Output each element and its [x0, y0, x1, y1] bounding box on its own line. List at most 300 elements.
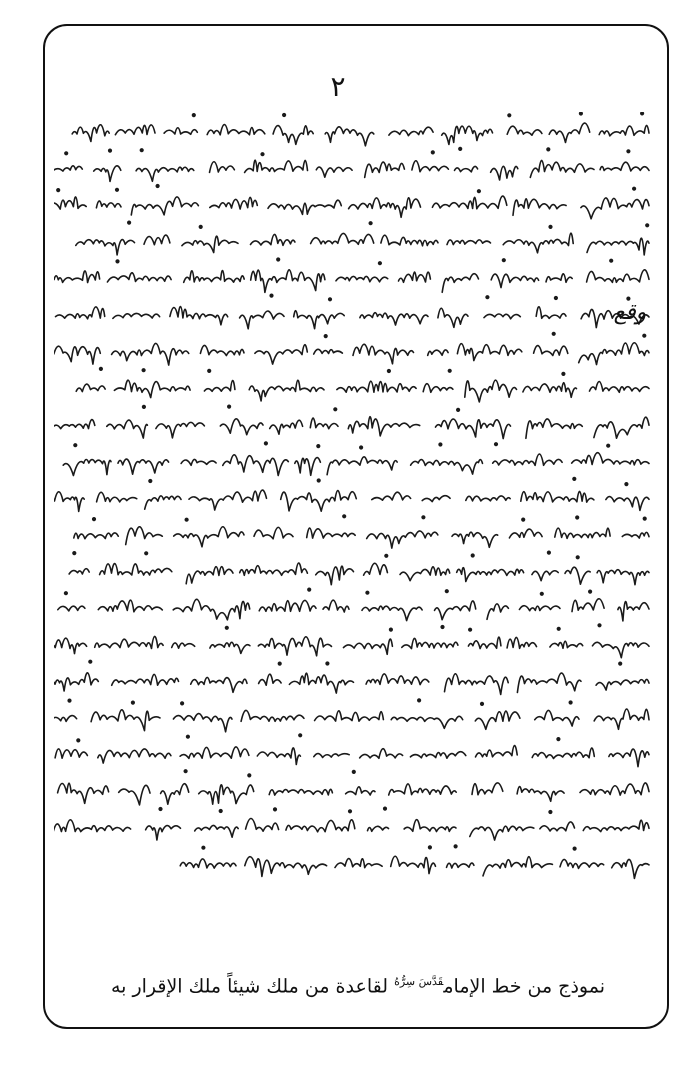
handwritten-dot	[65, 592, 68, 595]
handwritten-word	[435, 601, 476, 620]
handwritten-word	[503, 233, 573, 253]
handwritten-word	[360, 313, 428, 325]
handwritten-dot	[317, 479, 320, 482]
margin-note: وقع	[613, 300, 647, 325]
handwritten-word	[526, 419, 582, 438]
manuscript-line	[74, 515, 649, 548]
handwritten-dot	[360, 446, 363, 449]
handwritten-dot	[145, 552, 148, 555]
handwritten-word	[54, 197, 86, 209]
handwritten-word	[307, 528, 356, 538]
handwritten-dot	[116, 260, 119, 263]
caption	[60, 975, 605, 997]
handwritten-dot	[422, 516, 425, 519]
handwritten-dot	[128, 221, 131, 224]
handwritten-word	[428, 350, 448, 355]
handwritten-word	[534, 346, 568, 356]
handwritten-word	[483, 857, 552, 876]
handwritten-word	[314, 754, 349, 758]
handwritten-dot	[109, 149, 112, 152]
handwritten-dot	[77, 739, 80, 742]
handwritten-dot	[548, 551, 551, 554]
handwritten-word	[389, 784, 457, 795]
handwritten-word	[161, 784, 189, 804]
handwritten-word	[565, 567, 590, 584]
handwritten-word	[269, 789, 332, 795]
handwritten-dot	[261, 153, 264, 156]
handwritten-word	[336, 276, 388, 281]
handwritten-word	[113, 313, 160, 318]
handwritten-word	[509, 529, 542, 538]
handwritten-word	[195, 825, 239, 837]
handwritten-word	[389, 127, 433, 136]
manuscript-line	[54, 148, 649, 182]
handwritten-word	[199, 785, 254, 804]
handwritten-word	[367, 531, 438, 548]
handwritten-word	[259, 600, 316, 611]
handwritten-word	[493, 454, 562, 465]
handwritten-word	[107, 273, 171, 282]
handwritten-dot	[156, 185, 159, 188]
handwritten-word	[180, 747, 249, 758]
handwritten-word	[204, 381, 235, 392]
handwritten-word	[146, 826, 181, 840]
handwritten-word	[353, 344, 414, 364]
handwritten-dot	[349, 810, 352, 813]
handwritten-dot	[469, 628, 472, 631]
manuscript-line	[54, 807, 649, 840]
handwritten-word	[521, 491, 594, 502]
handwritten-dot	[454, 845, 457, 848]
manuscript-line	[58, 770, 649, 805]
handwritten-dot	[457, 409, 460, 412]
handwritten-dot	[557, 628, 560, 631]
handwritten-word	[546, 274, 572, 282]
handwritten-word	[76, 384, 105, 392]
handwritten-word	[94, 166, 121, 182]
handwritten-word	[74, 533, 119, 539]
handwritten-dot	[589, 590, 592, 593]
handwritten-word	[316, 566, 354, 585]
handwritten-word	[254, 527, 293, 538]
handwritten-word	[600, 162, 649, 171]
handwritten-word	[422, 496, 450, 502]
handwritten-word	[58, 606, 85, 611]
handwritten-dot	[187, 735, 190, 738]
handwritten-word	[316, 167, 352, 177]
page-number: ٢	[330, 70, 346, 103]
handwritten-word	[327, 457, 397, 475]
handwritten-word	[96, 201, 121, 208]
handwritten-word	[294, 311, 345, 329]
handwritten-dot	[142, 369, 145, 372]
handwritten-word	[368, 826, 389, 831]
handwritten-word	[412, 161, 449, 172]
handwritten-word	[362, 606, 422, 620]
handwritten-word	[54, 346, 100, 364]
manuscript-line	[54, 660, 649, 694]
handwritten-word	[246, 818, 279, 831]
handwritten-word	[472, 783, 503, 795]
handwritten-word	[530, 160, 594, 177]
handwritten-word	[391, 716, 463, 728]
handwritten-dot	[140, 149, 143, 152]
handwritten-word	[452, 532, 498, 547]
handwritten-word	[289, 673, 353, 693]
handwritten-word	[63, 459, 111, 475]
handwritten-dot	[646, 224, 649, 227]
handwritten-dot	[116, 189, 119, 192]
handwritten-word	[184, 271, 245, 283]
handwritten-dot	[219, 810, 222, 813]
handwritten-dot	[643, 517, 646, 520]
manuscript-image	[54, 112, 664, 892]
handwritten-word	[241, 710, 304, 721]
caption-text-after: لقاعدة من ملك شيئاً ملك الإقرار به	[110, 975, 389, 998]
manuscript-line	[54, 258, 649, 292]
handwritten-dot	[366, 591, 369, 594]
handwritten-word	[606, 497, 649, 511]
handwritten-dot	[573, 847, 576, 850]
handwritten-word	[360, 749, 403, 759]
handwritten-word	[259, 674, 282, 685]
handwritten-word	[517, 673, 581, 692]
handwritten-word	[580, 783, 649, 795]
handwritten-dot	[143, 406, 146, 409]
handwritten-word	[465, 380, 517, 402]
handwritten-dot	[369, 222, 372, 225]
handwritten-word	[581, 198, 649, 219]
handwritten-word	[593, 642, 650, 657]
handwritten-word	[349, 198, 421, 218]
handwritten-word	[447, 240, 491, 245]
caption-text-before: نموذج من خط الإمام	[443, 975, 605, 998]
handwritten-word	[622, 532, 649, 538]
handwritten-word	[251, 270, 325, 293]
handwritten-word	[587, 270, 649, 283]
handwritten-word	[170, 307, 228, 325]
handwritten-word	[54, 636, 87, 656]
handwritten-word	[180, 859, 236, 868]
handwritten-dot	[541, 593, 544, 596]
handwritten-word	[400, 567, 450, 581]
handwritten-word	[72, 125, 109, 142]
handwritten-word	[55, 749, 87, 758]
handwritten-dot	[278, 662, 281, 665]
handwritten-dot	[208, 370, 211, 373]
handwritten-word	[364, 563, 388, 575]
handwritten-word	[273, 126, 313, 145]
handwritten-word	[410, 752, 465, 759]
handwritten-word	[95, 636, 163, 648]
handwritten-word	[323, 600, 349, 612]
handwritten-word	[344, 639, 393, 654]
handwritten-dot	[418, 699, 421, 702]
handwritten-word	[609, 749, 649, 767]
handwritten-word	[295, 458, 321, 476]
handwritten-word	[549, 123, 590, 142]
handwritten-word	[210, 162, 235, 173]
handwritten-dot	[522, 518, 525, 521]
manuscript-line	[54, 478, 649, 512]
handwritten-word	[404, 820, 456, 832]
handwritten-dot	[610, 259, 613, 262]
handwritten-word	[618, 602, 649, 621]
manuscript-line	[55, 734, 649, 767]
handwritten-word	[337, 381, 416, 392]
handwritten-dot	[576, 516, 579, 519]
handwritten-word	[475, 711, 520, 729]
handwritten-word	[257, 748, 300, 765]
handwritten-dot	[439, 443, 442, 446]
handwritten-word	[115, 125, 155, 135]
manuscript-line	[54, 405, 649, 438]
manuscript-line	[58, 588, 649, 621]
handwritten-dot	[277, 258, 280, 261]
handwritten-word	[491, 274, 538, 288]
handwritten-word	[315, 711, 384, 721]
handwritten-word	[251, 234, 295, 245]
handwritten-word	[402, 638, 458, 648]
handwritten-word	[107, 420, 148, 438]
handwritten-word	[54, 271, 100, 283]
handwritten-word	[513, 199, 566, 215]
handwritten-word	[174, 527, 244, 547]
handwritten-word	[572, 453, 649, 465]
caption-honorific: قَدَّسَ سِرُّهُ	[394, 975, 444, 988]
handwritten-word	[507, 637, 536, 648]
handwritten-word	[145, 496, 181, 509]
manuscript-line	[69, 551, 649, 584]
handwritten-dot	[547, 148, 550, 151]
handwritten-dot	[226, 627, 229, 630]
handwritten-word	[173, 599, 250, 620]
handwritten-dot	[149, 480, 152, 483]
handwritten-word	[457, 568, 524, 582]
handwritten-word	[532, 571, 558, 581]
handwritten-word	[191, 677, 247, 692]
handwritten-word	[240, 563, 308, 575]
handwritten-word	[372, 492, 411, 500]
handwritten-word	[487, 604, 508, 619]
handwritten-dot	[503, 259, 506, 262]
manuscript-line	[180, 845, 649, 878]
handwritten-word	[189, 490, 267, 510]
handwritten-word	[210, 642, 250, 653]
handwritten-dot	[495, 443, 498, 446]
handwritten-word	[54, 166, 82, 173]
handwritten-dot	[299, 734, 302, 737]
handwritten-word	[507, 126, 542, 135]
handwritten-dot	[643, 334, 646, 337]
handwritten-word	[590, 382, 650, 393]
handwritten-dot	[57, 189, 60, 192]
handwritten-word	[346, 787, 375, 795]
handwritten-dot	[317, 445, 320, 448]
handwritten-word	[532, 748, 594, 758]
handwritten-word	[523, 383, 577, 398]
handwritten-dot	[274, 808, 277, 811]
handwritten-word	[366, 674, 429, 685]
handwritten-dot	[549, 811, 552, 814]
handwritten-word	[365, 162, 405, 177]
handwritten-dot	[441, 626, 444, 629]
handwritten-dot	[181, 702, 184, 705]
handwritten-word	[555, 528, 610, 538]
handwritten-word	[310, 418, 338, 429]
handwritten-word	[540, 822, 575, 831]
handwritten-dot	[93, 518, 96, 521]
handwritten-word	[281, 491, 357, 512]
handwritten-word	[583, 820, 649, 831]
handwritten-dot	[390, 628, 393, 631]
handwritten-word	[56, 307, 105, 319]
handwritten-dot	[580, 112, 583, 115]
handwritten-dot	[573, 478, 576, 481]
handwritten-word	[112, 343, 189, 365]
handwritten-dot	[486, 296, 489, 299]
handwritten-dot	[641, 112, 644, 115]
handwritten-word	[270, 420, 303, 434]
handwritten-dot	[324, 335, 327, 338]
handwritten-word	[599, 125, 649, 136]
handwritten-dot	[432, 151, 435, 154]
handwritten-word	[348, 417, 419, 436]
handwritten-word	[54, 673, 98, 691]
handwritten-dot	[446, 590, 449, 593]
manuscript-line	[54, 185, 649, 219]
handwritten-word	[258, 637, 331, 656]
manuscript-line	[76, 221, 649, 255]
handwritten-word	[144, 235, 170, 245]
handwritten-dot	[555, 297, 558, 300]
handwritten-word	[491, 166, 518, 180]
handwritten-word	[335, 859, 382, 868]
handwritten-dot	[193, 114, 196, 117]
manuscript-line	[63, 442, 649, 475]
handwritten-word	[470, 826, 534, 840]
handwritten-word	[76, 240, 135, 255]
handwritten-word	[182, 236, 238, 252]
handwritten-word	[536, 307, 566, 319]
handwritten-dot	[270, 294, 273, 297]
handwritten-word	[207, 125, 265, 135]
handwritten-dot	[448, 370, 451, 373]
handwritten-word	[240, 311, 284, 329]
handwritten-word	[517, 787, 564, 802]
manuscript-line	[54, 699, 649, 732]
handwritten-dot	[429, 846, 432, 849]
handwritten-word	[126, 527, 163, 545]
handwritten-word	[399, 272, 431, 282]
handwritten-word	[173, 714, 232, 732]
handwritten-word	[114, 380, 190, 397]
handwritten-dot	[202, 846, 205, 849]
handwritten-dot	[283, 114, 286, 117]
handwritten-dot	[625, 483, 628, 486]
handwritten-dot	[343, 515, 346, 518]
handwritten-word	[423, 384, 453, 393]
handwritten-word	[596, 679, 649, 690]
handwritten-word	[411, 460, 483, 475]
handwritten-word	[54, 420, 95, 429]
handwritten-dot	[184, 770, 187, 773]
handwritten-word	[186, 567, 233, 584]
handwritten-word	[314, 349, 343, 354]
handwritten-dot	[478, 190, 481, 193]
handwritten-word	[466, 496, 510, 501]
handwritten-word	[436, 419, 511, 439]
handwritten-word	[118, 459, 169, 474]
handwritten-word	[468, 637, 501, 648]
manuscript-line	[72, 112, 649, 146]
handwritten-word	[572, 599, 604, 612]
handwritten-word	[438, 308, 468, 327]
handwritten-dot	[132, 701, 135, 704]
handwritten-word	[594, 709, 649, 729]
handwritten-word	[100, 564, 172, 575]
handwritten-word	[442, 274, 478, 293]
handwritten-word	[136, 167, 194, 181]
handwritten-dot	[265, 442, 268, 445]
handwritten-word	[550, 641, 583, 648]
handwritten-word	[54, 716, 77, 722]
handwritten-dot	[334, 408, 337, 411]
handwritten-dot	[353, 771, 356, 774]
handwritten-dot	[73, 552, 76, 555]
handwritten-word	[54, 820, 131, 832]
handwritten-word	[98, 600, 162, 612]
handwritten-word	[131, 197, 198, 215]
handwritten-dot	[89, 660, 92, 663]
handwritten-word	[54, 492, 84, 512]
handwritten-dot	[185, 518, 188, 521]
handwritten-word	[112, 674, 179, 685]
handwritten-word	[455, 166, 478, 171]
handwritten-word	[91, 710, 160, 731]
handwritten-dot	[228, 405, 231, 408]
manuscript-line	[76, 368, 649, 402]
manuscript-line	[56, 294, 650, 329]
manuscript-line	[54, 624, 649, 658]
handwritten-dot	[100, 368, 103, 371]
handwritten-word	[286, 820, 355, 832]
handwritten-word	[391, 856, 436, 873]
handwritten-dot	[619, 662, 622, 665]
handwritten-word	[476, 746, 518, 757]
handwritten-word	[612, 859, 649, 878]
handwritten-dot	[65, 152, 68, 155]
handwritten-dot	[627, 150, 630, 153]
handwritten-dot	[248, 774, 251, 777]
handwritten-word	[484, 314, 520, 319]
handwritten-word	[457, 344, 521, 361]
handwritten-word	[519, 606, 560, 611]
handwritten-word	[98, 749, 171, 763]
handwritten-word	[311, 233, 374, 244]
handwritten-dot	[326, 662, 329, 665]
handwritten-dot	[384, 807, 387, 810]
handwritten-dot	[379, 262, 382, 265]
handwritten-word	[200, 345, 244, 355]
handwritten-word	[58, 783, 109, 803]
handwritten-word	[119, 785, 150, 805]
handwritten-word	[579, 343, 649, 365]
handwritten-dot	[607, 444, 610, 447]
handwritten-word	[560, 859, 604, 868]
handwritten-word	[181, 459, 216, 465]
handwritten-dot	[481, 703, 484, 706]
